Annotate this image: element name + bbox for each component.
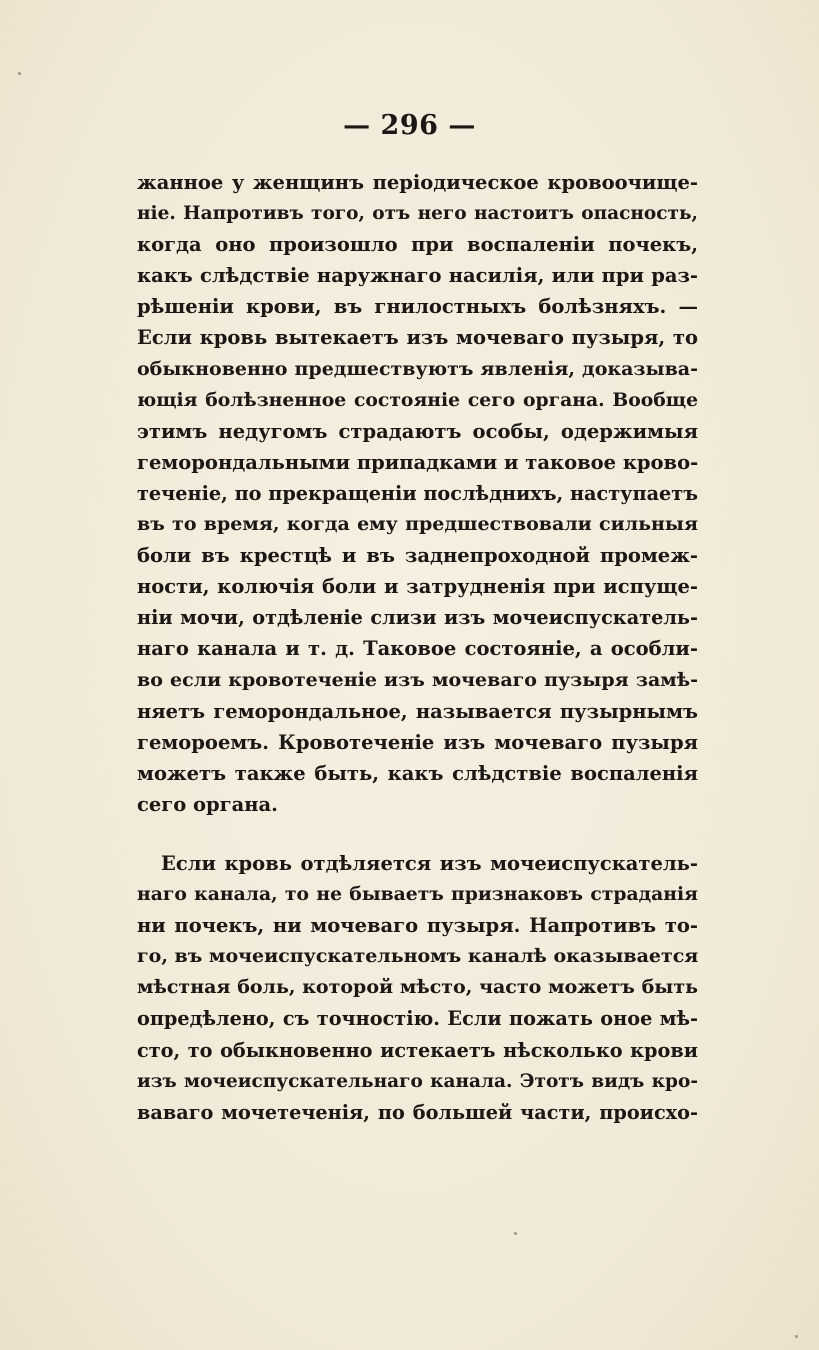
text-line: геморондальными припадками и таковое крово- xyxy=(137,450,699,474)
text-line: го, въ мочеиспускательномъ каналѣ оказывается xyxy=(137,945,699,968)
text-line: теченіе, по прекращеніи послѣднихъ, наступаетъ xyxy=(137,481,698,505)
text-line: мѣстная боль, которой мѣсто, часто можетъ быть xyxy=(137,976,698,999)
paragraph-2 xyxy=(137,848,698,1128)
text-line: во если кровотеченіе изъ мочеваго пузыря замѣ- xyxy=(137,668,698,691)
text-line: Если кровь отдѣляется изъ мочеиспускатель- xyxy=(161,852,698,875)
text-line: можетъ также быть, какъ слѣдствіе воспаленія xyxy=(137,761,698,785)
text-line: изъ мочеиспускательнаго канала. Этотъ видъ кро- xyxy=(137,1070,698,1092)
text-line: обыкновенно предшествуютъ явленія, доказыва- xyxy=(137,357,698,380)
text-line: ніи мочи, отдѣленіе слизи изъ мочеиспускатель- xyxy=(137,606,698,630)
text-line: няетъ геморондальное, называется пузырнымъ xyxy=(137,699,698,723)
text-line: гемороемъ. Кровотеченіе изъ мочеваго пузыря xyxy=(137,730,698,754)
text-line: ности, колючія боли и затрудненія при испуще- xyxy=(137,575,698,599)
text-line: опредѣлено, съ точностію. Если пожать оное мѣ- xyxy=(137,1007,698,1031)
paragraph-1 xyxy=(137,167,698,820)
text-line: сто, то обыкновенно истекаетъ нѣсколько крови xyxy=(137,1038,698,1062)
text-line: наго канала и т. д. Таковое состояніе, а особли- xyxy=(137,637,698,661)
text-line: ющія болѣзненное состояніе сего органа. Вообще xyxy=(137,388,698,411)
text-line: боли въ крестцѣ и въ заднепроходной промеж- xyxy=(137,544,698,568)
text-line: какъ слѣдствіе наружнаго насилія, или при раз- xyxy=(137,264,698,288)
text-line: жанное у женщинъ періодическое кровоочище- xyxy=(137,171,698,194)
text-line: Если кровь вытекаетъ изъ мочеваго пузыря, то xyxy=(137,326,698,350)
text-line: ваваго мочетеченія, по большей части, происхо- xyxy=(137,1100,698,1124)
text-line: когда оно произошло при воспаленіи почекъ, xyxy=(137,233,698,257)
text-line: въ то время, когда ему предшествовали сильныя xyxy=(137,513,698,536)
text-line: ніе. Напротивъ того, отъ него настоитъ опасность, xyxy=(137,203,698,225)
paper-speck xyxy=(18,72,21,75)
text-line: ни почекъ, ни мочеваго пузыря. Напротивъ то- xyxy=(137,914,698,938)
paper-speck xyxy=(514,1232,517,1235)
text-line: сего органа. xyxy=(137,792,278,816)
text-line: этимъ недугомъ страдаютъ особы, одержимыя xyxy=(137,419,698,443)
text-line: рѣшеніи крови, въ гнилостныхъ болѣзняхъ. — xyxy=(137,295,698,319)
page-number: — 296 — xyxy=(343,110,476,141)
text-line: наго канала, то не бываетъ признаковъ страданія xyxy=(137,883,698,906)
paper-speck xyxy=(795,1335,798,1338)
